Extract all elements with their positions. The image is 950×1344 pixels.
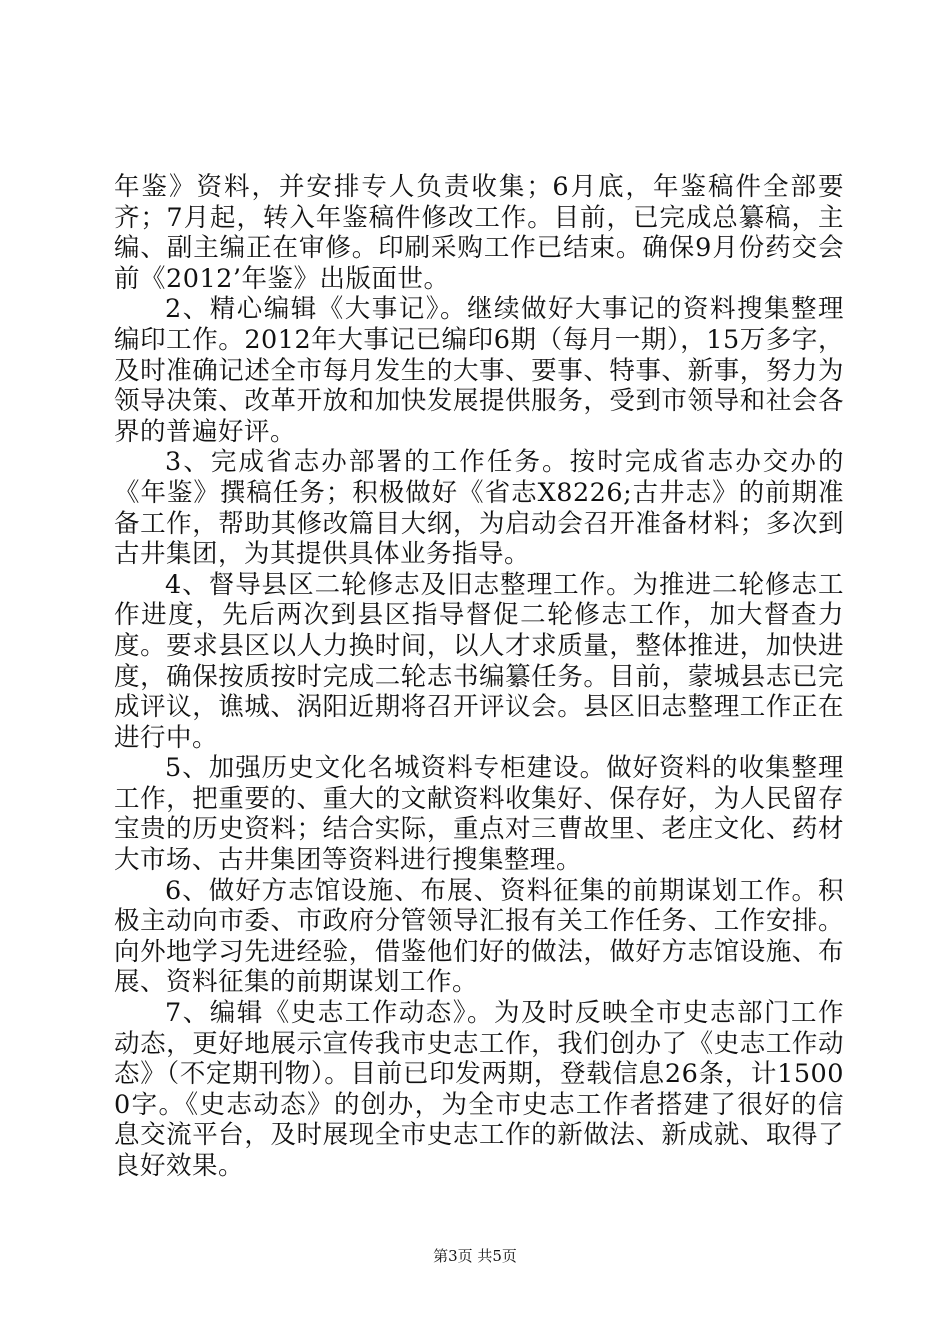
page-number-footer: 第3页 共5页 (433, 1247, 517, 1265)
paragraph-item-3-provincial-tasks: 3、完成省志办部署的工作任务。按时完成省志办交办的《年鉴》撰稿任务；积极做好《省志X8226;古井志》的前期准备工作，帮助其修改篇目大纲，为启动会召开准备材料；多次到古井集团，为其提供具体业务指导。 (114, 447, 844, 570)
paragraph-item-7-newsletter: 7、编辑《史志工作动态》。为及时反映全市史志部门工作动态，更好地展示宣传我市史志工作，我们创办了《史志工作动态》（不定期刊物）。目前已印发两期，登载信息26条，计15000字。《史志动态》的创办，为全市史志工作者搭建了很好的信息交流平台，及时展现全市史志工作的新做法、新成就、取得了良好效果。 (114, 998, 844, 1181)
paragraph-yearbook-continued: 年鉴》资料，并安排专人负责收集；6月底，年鉴稿件全部要齐；7月起，转入年鉴稿件修改工作。目前，已完成总纂稿，主编、副主编正在审修。印刷采购工作已结束。确保9月份药交会前《2012’年鉴》出版面世。 (114, 172, 844, 294)
paragraph-item-6-museum-planning: 6、做好方志馆设施、布展、资料征集的前期谋划工作。积极主动向市委、市政府分管领导汇报有关工作任务、工作安排。向外地学习先进经验，借鉴他们好的做法，做好方志馆设施、布展、资料征集的前期谋划工作。 (114, 875, 844, 998)
document-body (114, 172, 844, 1182)
paragraph-item-5-historic-archive: 5、加强历史文化名城资料专柜建设。做好资料的收集整理工作，把重要的、重大的文献资料收集好、保存好，为人民留存宝贵的历史资料；结合实际，重点对三曹故里、老庄文化、药材大市场、古井集团等资料进行搜集整理。 (114, 753, 844, 876)
paragraph-item-2-chronicle: 2、精心编辑《大事记》。继续做好大事记的资料搜集整理编印工作。2012年大事记已编印6期（每月一期），15万多字，及时准确记述全市每月发生的大事、要事、特事、新事，努力为领导决策、改革开放和加快发展提供服务，受到市领导和社会各界的普遍好评。 (114, 294, 844, 447)
paragraph-item-4-county-supervision: 4、督导县区二轮修志及旧志整理工作。为推进二轮修志工作进度，先后两次到县区指导督促二轮修志工作，加大督查力度。要求县区以人力换时间，以人才求质量，整体推进，加快进度，确保按质按时完成二轮志书编纂任务。目前，蒙城县志已完成评议，谯城、涡阳近期将召开评议会。县区旧志整理工作正在进行中。 (114, 569, 844, 753)
